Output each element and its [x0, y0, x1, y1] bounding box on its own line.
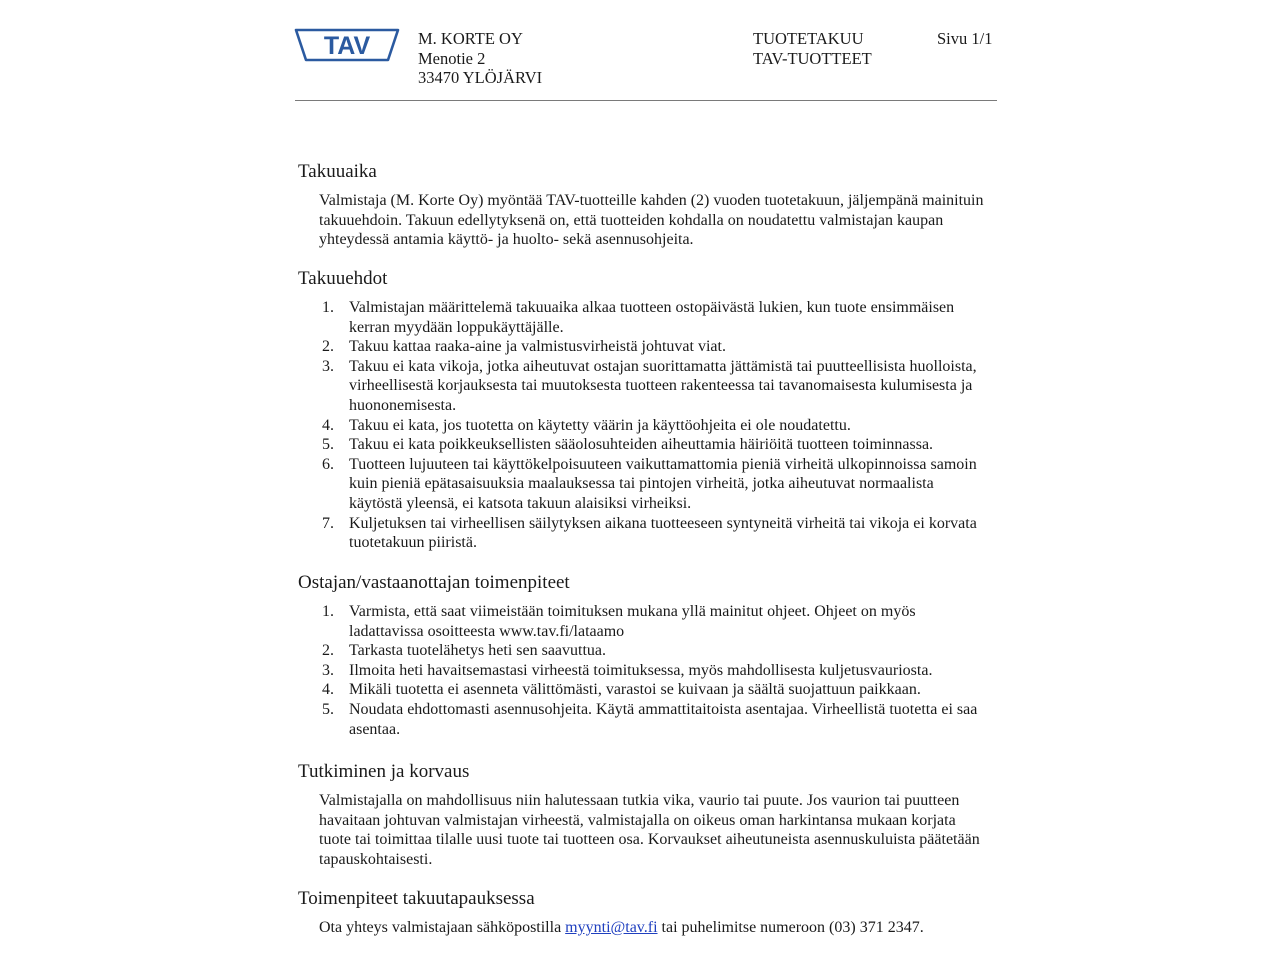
contact-text-before: Ota yhteys valmistajaan sähköpostilla [319, 919, 566, 936]
list-item [319, 435, 989, 455]
company-city: 33470 YLÖJÄRVI [418, 68, 543, 87]
company-address [418, 29, 542, 88]
list-text: Varmista, että saat viimeistään toimituksen mukana yllä mainitut ohjeet. Ohjeet on myös ladattavissa osoitteesta www.tav.fi/lataamo [349, 603, 916, 640]
list-item [319, 602, 989, 641]
email-link[interactable]: myynti@tav.fi [565, 919, 658, 936]
list-number: 4. [322, 416, 334, 434]
section-title-takuuehdot: Takuuehdot [298, 268, 388, 289]
list-text: Takuu ei kata poikkeuksellisten sääolosuhteiden aiheuttamia häiriöitä tuotteen toiminnassa. [349, 436, 934, 454]
page-number: Sivu 1/1 [937, 29, 993, 48]
list-text: Takuu ei kata, jos tuotetta on käytetty väärin ja käyttöohjeita ei ole noudatettu. [349, 416, 851, 434]
section-title-ostaja: Ostajan/vastaanottajan toimenpiteet [298, 572, 570, 593]
list-number: 2. [322, 338, 334, 356]
list-number: 2. [322, 642, 334, 660]
list-number: 7. [322, 514, 334, 532]
section-title-takuuaika: Takuuaika [298, 161, 377, 182]
document-title: TUOTETAKUU [753, 29, 864, 48]
document-title-block [753, 29, 872, 68]
list-item [319, 298, 989, 337]
section-text-toimenpiteet [319, 918, 989, 938]
list-number: 5. [322, 436, 334, 454]
list-number: 1. [322, 299, 334, 316]
list-item [319, 337, 989, 357]
list-text: Mikäli tuotetta ei asenneta välittömästi, varastoi se kuivaan ja säältä suojattuun paikkaan. [349, 681, 921, 699]
list-number: 4. [322, 681, 334, 699]
section-text-tutkiminen: Valmistajalla on mahdollisuus niin halutessaan tutkia vika, vaurio tai puute. Jos vaurion tai puutteen havaitaan johtuvan valmistajan virheestä, valmistajalla on oikeus oman harkintansa mukaan korjata tuote tai toimittaa tilalle uusi tuote tai tuotteen osa. Korvaukset aiheutuneista asennuskuluista päätetään tapauskohtaisesti. [319, 792, 980, 868]
list-item [319, 455, 989, 514]
contact-text-after: tai puhelimitse numeroon (03) 371 2347. [657, 919, 924, 936]
section-title-tutkiminen: Tutkiminen ja korvaus [298, 761, 470, 782]
list-item [319, 416, 989, 436]
list-number: 5. [322, 700, 334, 718]
list-text: Takuu kattaa raaka-aine ja valmistusvirheistä johtuvat viat. [349, 338, 726, 356]
company-street: Menotie 2 [418, 48, 486, 68]
list-number: 6. [322, 455, 334, 473]
list-item [319, 661, 989, 681]
takuuehdot-list [319, 298, 989, 553]
document-subtitle: TAV-TUOTTEET [753, 48, 872, 68]
section-title-toimenpiteet: Toimenpiteet takuutapauksessa [298, 888, 535, 909]
ostaja-list [319, 602, 989, 739]
list-item [319, 641, 989, 661]
list-text: Tarkasta tuotelähetys heti sen saavuttua. [349, 642, 607, 660]
list-item [319, 357, 989, 416]
logo-text: TAV [323, 32, 371, 60]
list-item [319, 680, 989, 700]
list-text: Ilmoita heti havaitsemastasi virheestä toimituksessa, myös mahdollisesta kuljetusvauriosta. [349, 661, 933, 679]
list-text: Tuotteen lujuuteen tai käyttökelpoisuuteen vaikuttamattomia pieniä virheitä ulkopinnoissa samoin kuin pieniä epätasaisuuksia maalauksessa tai pintojen virheitä, jotka aiheutuvat normaalista käytöstä yleensä, ei katsota takuun alaisiksi virheiksi. [349, 455, 977, 512]
header-divider [295, 100, 997, 101]
section-text-takuuaika: Valmistaja (M. Korte Oy) myöntää TAV-tuotteille kahden (2) vuoden tuotetakuun, jäljempänä mainituin takuuehdoin. Takuun edellytyksenä on, että tuotteiden kohdalla on noudatettu valmistajan kaupan yhteydessä antamia käyttö- ja huolto- sekä asennusohjeita. [319, 192, 984, 249]
list-text: Noudata ehdottomasti asennusohjeita. Käytä ammattitaitoista asentajaa. Virheellistä tuotetta ei saa asentaa. [349, 700, 978, 738]
list-number: 3. [322, 357, 334, 375]
list-text: Valmistajan määrittelemä takuuaika alkaa tuotteen ostopäivästä lukien, kun tuote ensimmäisen kerran myydään loppukäyttäjälle. [349, 299, 955, 336]
tav-logo [294, 28, 400, 62]
list-item [319, 514, 989, 553]
list-item [319, 700, 989, 739]
list-number: 3. [322, 661, 334, 679]
list-text: Takuu ei kata vikoja, jotka aiheutuvat ostajan suorittamatta jättämistä tai puutteellisista huolloista, virheellisestä korjauksesta tai muutoksesta tuotteen rakenteessa tai tavanomaisesta kulumisesta ja huononemisesta. [349, 357, 977, 414]
list-number: 1. [322, 603, 334, 620]
list-text: Kuljetuksen tai virheellisen säilytyksen aikana tuotteeseen syntyneitä virheitä tai vikoja ei korvata tuotetakuun piiristä. [349, 514, 977, 552]
company-name: M. KORTE OY [418, 29, 523, 48]
